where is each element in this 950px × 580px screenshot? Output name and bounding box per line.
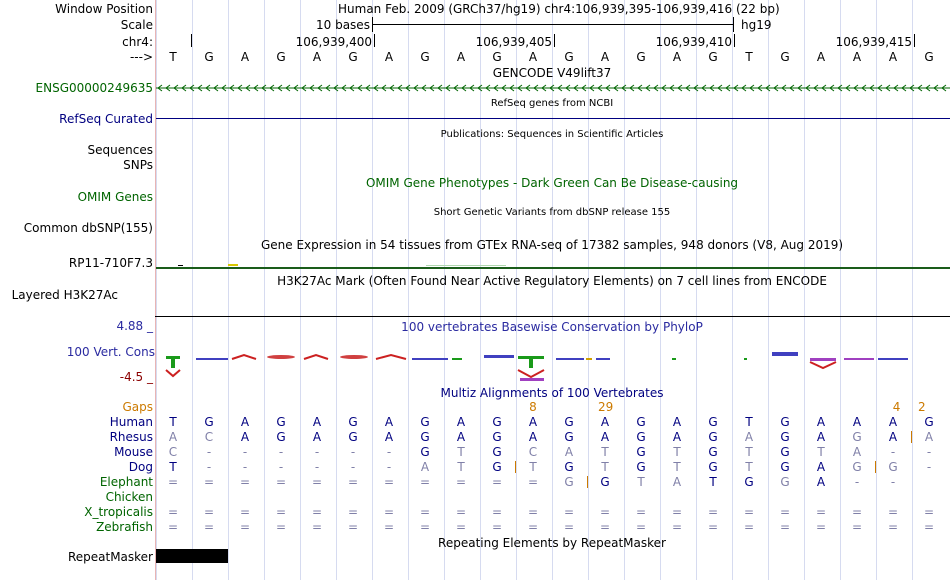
reference-base: T [169, 50, 177, 64]
aligned-base: G [780, 445, 790, 459]
aligned-base: = [779, 520, 791, 534]
aligned-base: = [851, 520, 863, 534]
reference-base: A [888, 50, 898, 64]
species-label[interactable]: Zebrafish [96, 520, 153, 534]
coordinate-tick [734, 34, 735, 47]
scale-bar [372, 24, 734, 25]
aligned-base: A [924, 430, 934, 444]
scale-value: 10 bases [316, 18, 370, 32]
aligned-base: A [240, 430, 250, 444]
aligned-base: G [708, 415, 718, 429]
sequences-label[interactable]: Sequences [87, 143, 153, 157]
aligned-base: T [745, 445, 753, 459]
refseq-label[interactable]: RefSeq Curated [59, 112, 153, 126]
refseq-title: RefSeq genes from NCBI [490, 98, 614, 109]
aligned-base: T [169, 460, 177, 474]
aligned-base: = [527, 520, 539, 534]
aligned-base: = [815, 520, 827, 534]
aligned-base: T [457, 460, 465, 474]
coordinate-label: 106,939,415 [835, 35, 912, 49]
aligned-base: G [744, 475, 754, 489]
reference-base: A [600, 50, 610, 64]
aligned-base: = [527, 505, 539, 519]
aligned-base: G [888, 460, 898, 474]
aligned-base: G [420, 445, 430, 459]
aligned-base: = [671, 505, 683, 519]
aligned-base: = [347, 520, 359, 534]
aligned-base: G [492, 460, 502, 474]
aligned-base: T [709, 475, 717, 489]
species-label[interactable]: Dog [128, 460, 153, 474]
aligned-base: T [169, 415, 177, 429]
aligned-base: - [278, 460, 284, 474]
aligned-base: = [887, 505, 899, 519]
strand-label: ---> [129, 50, 153, 64]
coordinate-label: 106,939,400 [295, 35, 372, 49]
aligned-base: T [637, 475, 645, 489]
aligned-base: A [744, 430, 754, 444]
gencode-gene-feature[interactable] [156, 81, 950, 95]
scale-label: Scale [120, 18, 153, 32]
aligned-base: - [386, 445, 392, 459]
reference-base: A [816, 50, 826, 64]
reference-base: G [204, 50, 214, 64]
aligned-base: A [420, 460, 430, 474]
gtex-bar-3 [426, 265, 506, 266]
species-label[interactable]: Human [109, 415, 153, 429]
aligned-base: = [203, 505, 215, 519]
aligned-base: A [600, 430, 610, 444]
aligned-base: T [673, 445, 681, 459]
reference-base: T [745, 50, 753, 64]
aligned-base: - [242, 445, 248, 459]
aligned-base: G [600, 475, 610, 489]
aligned-base: = [347, 475, 359, 489]
aligned-base: A [168, 430, 178, 444]
aligned-base: A [528, 430, 538, 444]
aligned-base: G [636, 415, 646, 429]
aligned-base: = [455, 505, 467, 519]
species-label[interactable]: Chicken [105, 490, 153, 504]
aligned-base: G [564, 475, 574, 489]
dbsnp-title: Short Genetic Variants from dbSNP release 155 [433, 207, 671, 218]
gencode-title: GENCODE V49lift37 [492, 66, 612, 80]
insertion-marker [875, 461, 876, 473]
aligned-base: = [383, 520, 395, 534]
aligned-base: G [636, 445, 646, 459]
aligned-base: A [384, 415, 394, 429]
reference-base: A [852, 50, 862, 64]
reference-base: A [528, 50, 538, 64]
aligned-base: - [890, 475, 896, 489]
reference-base: G [636, 50, 646, 64]
species-label[interactable]: Mouse [114, 445, 153, 459]
aligned-base: = [203, 520, 215, 534]
aligned-base: = [599, 520, 611, 534]
aligned-base: - [350, 460, 356, 474]
aligned-base: G [852, 460, 862, 474]
aligned-base: = [311, 505, 323, 519]
publications-title: Publications: Sequences in Scientific Articles [440, 129, 664, 140]
gap-count: 4 [892, 400, 901, 414]
aligned-base: = [167, 505, 179, 519]
aligned-base: = [347, 505, 359, 519]
aligned-base: = [419, 505, 431, 519]
aligned-base: = [563, 520, 575, 534]
aligned-base: A [312, 415, 322, 429]
aligned-base: = [419, 520, 431, 534]
aligned-base: T [673, 460, 681, 474]
gtex-label[interactable]: RP11-710F7.3 [68, 256, 153, 270]
h3k27ac-title: H3K27Ac Mark (Often Found Near Active Regulatory Elements) on 7 cell lines from ENCODE [277, 274, 827, 288]
insertion-marker [587, 476, 588, 488]
aligned-base: - [350, 445, 356, 459]
aligned-base: G [276, 430, 286, 444]
coordinate-tick [374, 34, 375, 47]
aligned-base: = [923, 520, 935, 534]
coordinate-tick [191, 34, 192, 47]
species-label[interactable]: Rhesus [109, 430, 153, 444]
aligned-base: G [420, 430, 430, 444]
aligned-base: = [167, 475, 179, 489]
aligned-base: - [926, 460, 932, 474]
aligned-base: = [275, 520, 287, 534]
aligned-base: C [168, 445, 178, 459]
aligned-base: A [816, 460, 826, 474]
aligned-base: = [779, 505, 791, 519]
gap-count: 2 [917, 400, 926, 414]
reference-base: G [276, 50, 286, 64]
aligned-base: A [852, 415, 862, 429]
aligned-base: G [204, 415, 214, 429]
insertion-marker [911, 431, 912, 443]
multiz-title: Multiz Alignments of 100 Vertebrates [440, 386, 664, 400]
h3k27ac-baseline [155, 316, 950, 317]
aligned-base: - [890, 445, 896, 459]
aligned-base: = [275, 475, 287, 489]
aligned-base: = [707, 520, 719, 534]
aligned-base: = [923, 505, 935, 519]
species-label[interactable]: X_tropicalis [84, 505, 153, 519]
reference-base: A [384, 50, 394, 64]
aligned-base: G [492, 415, 502, 429]
aligned-base: - [206, 460, 212, 474]
reference-base: A [240, 50, 250, 64]
coordinate-tick [554, 34, 555, 47]
aligned-base: = [239, 520, 251, 534]
aligned-base: G [420, 415, 430, 429]
aligned-base: - [386, 460, 392, 474]
aligned-base: G [564, 415, 574, 429]
aligned-base: = [203, 475, 215, 489]
aligned-base: = [527, 475, 539, 489]
aligned-base: G [636, 430, 646, 444]
reference-base: G [708, 50, 718, 64]
reference-base: G [924, 50, 934, 64]
reference-base: G [564, 50, 574, 64]
aligned-base: A [888, 415, 898, 429]
aligned-base: = [599, 505, 611, 519]
aligned-base: = [635, 505, 647, 519]
repeatmasker-title: Repeating Elements by RepeatMasker [438, 536, 666, 550]
dbsnp-label[interactable]: Common dbSNP(155) [23, 221, 153, 235]
aligned-base: A [888, 430, 898, 444]
aligned-base: G [348, 415, 358, 429]
aligned-base: T [601, 445, 609, 459]
aligned-base: G [492, 430, 502, 444]
aligned-base: A [816, 430, 826, 444]
aligned-base: G [780, 430, 790, 444]
aligned-base: = [239, 475, 251, 489]
aligned-base: G [276, 415, 286, 429]
aligned-base: = [743, 505, 755, 519]
aligned-base: A [564, 445, 574, 459]
aligned-base: = [635, 520, 647, 534]
aligned-base: = [455, 520, 467, 534]
aligned-base: - [206, 445, 212, 459]
aligned-base: A [672, 430, 682, 444]
window-position-value: Human Feb. 2009 (GRCh37/hg19) chr4:106,939,395-106,939,416 (22 bp) [338, 2, 780, 16]
aligned-base: G [708, 445, 718, 459]
gap-count: 29 [598, 400, 614, 414]
aligned-base: = [491, 475, 503, 489]
aligned-base: A [384, 430, 394, 444]
aligned-base: = [383, 505, 395, 519]
aligned-base: = [419, 475, 431, 489]
aligned-base: A [456, 415, 466, 429]
aligned-base: A [816, 475, 826, 489]
aligned-base: G [636, 460, 646, 474]
coordinate-label: 106,939,410 [655, 35, 732, 49]
aligned-base: G [924, 415, 934, 429]
aligned-base: = [815, 505, 827, 519]
aligned-base: T [529, 460, 537, 474]
h3k27ac-label[interactable]: Layered H3K27Ac [11, 288, 118, 302]
aligned-base: C [204, 430, 214, 444]
aligned-base: A [312, 430, 322, 444]
gencode-gene-label[interactable]: ENSG00000249635 [35, 81, 153, 95]
aligned-base: G [852, 430, 862, 444]
aligned-base: = [491, 520, 503, 534]
aligned-base: - [854, 475, 860, 489]
gap-count: 8 [529, 400, 537, 414]
aligned-base: T [601, 460, 609, 474]
aligned-base: C [528, 445, 538, 459]
phylop-conservation-graph[interactable] [156, 350, 950, 386]
aligned-base: = [455, 475, 467, 489]
gencode-gene-arrows [156, 81, 950, 95]
aligned-base: - [926, 445, 932, 459]
scale-assembly: hg19 [741, 18, 772, 32]
aligned-base: T [745, 460, 753, 474]
aligned-base: - [314, 445, 320, 459]
aligned-base: - [314, 460, 320, 474]
omim-title: OMIM Gene Phenotypes - Dark Green Can Be Disease-causing [365, 176, 739, 190]
gtex-divider [156, 267, 950, 269]
reference-base: G [780, 50, 790, 64]
chrom-label: chr4: [122, 35, 153, 49]
repeatmasker-element[interactable] [156, 549, 228, 563]
aligned-base: A [600, 415, 610, 429]
refseq-gene-line[interactable] [156, 118, 950, 119]
gtex-bar-2 [228, 264, 238, 266]
reference-base: G [492, 50, 502, 64]
aligned-base: G [564, 460, 574, 474]
phylop-label[interactable]: 100 Vert. Cons [66, 345, 155, 359]
aligned-base: G [780, 415, 790, 429]
aligned-base: A [672, 415, 682, 429]
aligned-base: G [564, 430, 574, 444]
coordinate-label: 106,939,405 [475, 35, 552, 49]
aligned-base: = [707, 505, 719, 519]
aligned-base: = [167, 520, 179, 534]
window-position-label: Window Position [55, 2, 153, 16]
snps-label[interactable]: SNPs [123, 158, 153, 172]
aligned-base: G [492, 445, 502, 459]
aligned-base: = [563, 505, 575, 519]
aligned-base: = [275, 505, 287, 519]
insertion-marker [515, 461, 516, 473]
aligned-base: = [239, 505, 251, 519]
aligned-base: = [311, 520, 323, 534]
aligned-base: = [851, 505, 863, 519]
aligned-base: = [383, 475, 395, 489]
aligned-base: T [457, 445, 465, 459]
reference-base: G [348, 50, 358, 64]
aligned-base: A [816, 415, 826, 429]
aligned-base: = [491, 505, 503, 519]
aligned-base: T [745, 415, 753, 429]
aligned-base: - [278, 445, 284, 459]
phylop-min-label: -4.5 _ [119, 370, 153, 384]
aligned-base: = [887, 520, 899, 534]
scale-bar-right-tick [733, 17, 734, 32]
aligned-base: A [456, 430, 466, 444]
aligned-base: G [708, 430, 718, 444]
phylop-title: 100 vertebrates Basewise Conservation by PhyloP [401, 320, 703, 334]
gtex-title: Gene Expression in 54 tissues from GTEx RNA-seq of 17382 samples, 948 donors (V8, Aug 2019) [260, 238, 844, 252]
phylop-logo-glyphs [156, 350, 950, 386]
reference-base: A [312, 50, 322, 64]
aligned-base: = [671, 520, 683, 534]
aligned-base: G [780, 460, 790, 474]
aligned-base: A [852, 445, 862, 459]
reference-base: A [456, 50, 466, 64]
repeatmasker-label[interactable]: RepeatMasker [67, 550, 153, 564]
species-label[interactable]: Elephant [99, 475, 153, 489]
aligned-base: G [780, 475, 790, 489]
aligned-base: A [528, 415, 538, 429]
aligned-base: G [708, 460, 718, 474]
reference-base: G [420, 50, 430, 64]
gaps-label[interactable]: Gaps [122, 400, 153, 414]
aligned-base: A [672, 475, 682, 489]
aligned-base: = [743, 520, 755, 534]
aligned-base: - [242, 460, 248, 474]
aligned-base: T [817, 445, 825, 459]
phylop-max-label: 4.88 _ [116, 319, 153, 333]
gtex-bar-1 [178, 265, 183, 266]
aligned-base: = [311, 475, 323, 489]
coordinate-tick [914, 34, 915, 47]
reference-base: A [672, 50, 682, 64]
aligned-base: G [348, 430, 358, 444]
scale-bar-left-tick [372, 17, 373, 32]
omim-label[interactable]: OMIM Genes [77, 190, 153, 204]
aligned-base: A [240, 415, 250, 429]
